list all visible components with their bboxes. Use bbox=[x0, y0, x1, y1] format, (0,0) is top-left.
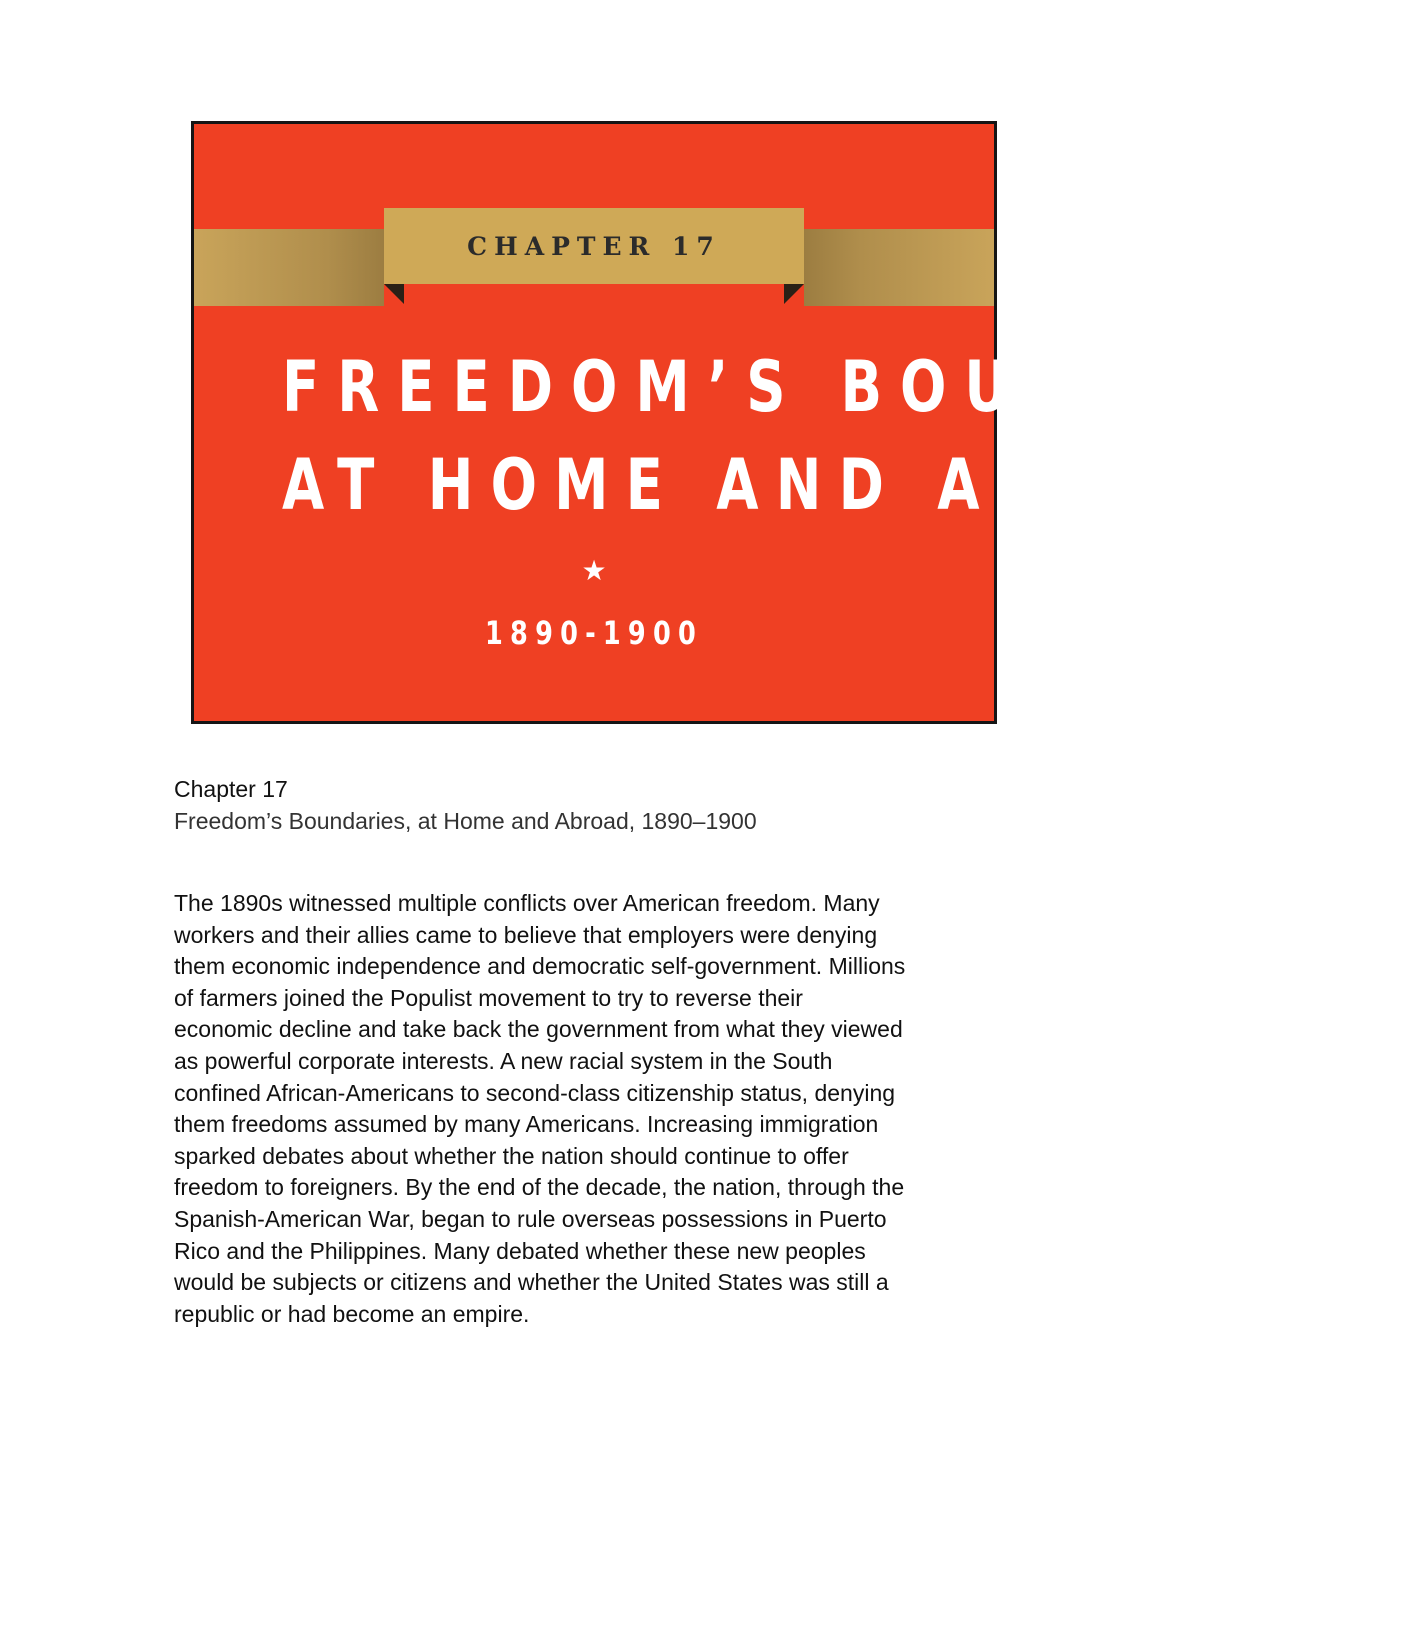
paragraph-line: republic or had become an empire. bbox=[174, 1300, 530, 1327]
chapter-banner bbox=[191, 121, 1425, 724]
ribbon-left-fold bbox=[384, 284, 404, 304]
paragraph-line: them freedoms assumed by many Americans. Increasing immigration bbox=[174, 1111, 879, 1138]
paragraph-line: Rico and the Philippines. Many debated whether these new peoples bbox=[174, 1237, 866, 1264]
paragraph-line: freedom to foreigners. By the end of the decade, the nation, through the bbox=[174, 1174, 905, 1201]
ribbon-right-fold bbox=[784, 284, 804, 304]
paragraph-line: them economic independence and democratic self-government. Millions bbox=[174, 953, 906, 980]
chapter-intro-paragraph bbox=[174, 888, 1024, 1330]
paragraph-line: of farmers joined the Populist movement to try to reverse their bbox=[174, 984, 803, 1011]
banner-title-line-1: FREEDOM’S BOUNDARIES bbox=[282, 346, 1425, 428]
paragraph-line: as powerful corporate interests. A new racial system in the South bbox=[174, 1047, 833, 1074]
paragraph-line: would be subjects or citizens and whether the United States was still a bbox=[174, 1269, 889, 1296]
paragraph-line: confined African-Americans to second-class citizenship status, denying bbox=[174, 1079, 896, 1106]
paragraph-line: workers and their allies came to believe that employers were denying bbox=[174, 921, 878, 948]
paragraph-line: sparked debates about whether the nation should continue to offer bbox=[174, 1142, 849, 1169]
ribbon-left-tail bbox=[194, 229, 384, 306]
chapter-heading: Chapter 17 bbox=[174, 776, 288, 802]
banner-years: 1890-1900 bbox=[485, 614, 703, 652]
paragraph-line: Spanish-American War, began to rule overseas possessions in Puerto bbox=[174, 1205, 887, 1232]
chapter-subheading: Freedom’s Boundaries, at Home and Abroad, 1890–1900 bbox=[174, 808, 757, 834]
ribbon-right-tail bbox=[804, 229, 994, 306]
chapter-ribbon bbox=[384, 208, 804, 284]
star-icon: ★ bbox=[581, 554, 607, 587]
banner-title-line-2: AT HOME AND ABROAD bbox=[282, 444, 1299, 526]
chapter-label: CHAPTER 17 bbox=[467, 231, 721, 261]
paragraph-line: The 1890s witnessed multiple conflicts over American freedom. Many bbox=[174, 890, 880, 916]
paragraph-line: economic decline and take back the government from what they viewed bbox=[174, 1016, 903, 1043]
